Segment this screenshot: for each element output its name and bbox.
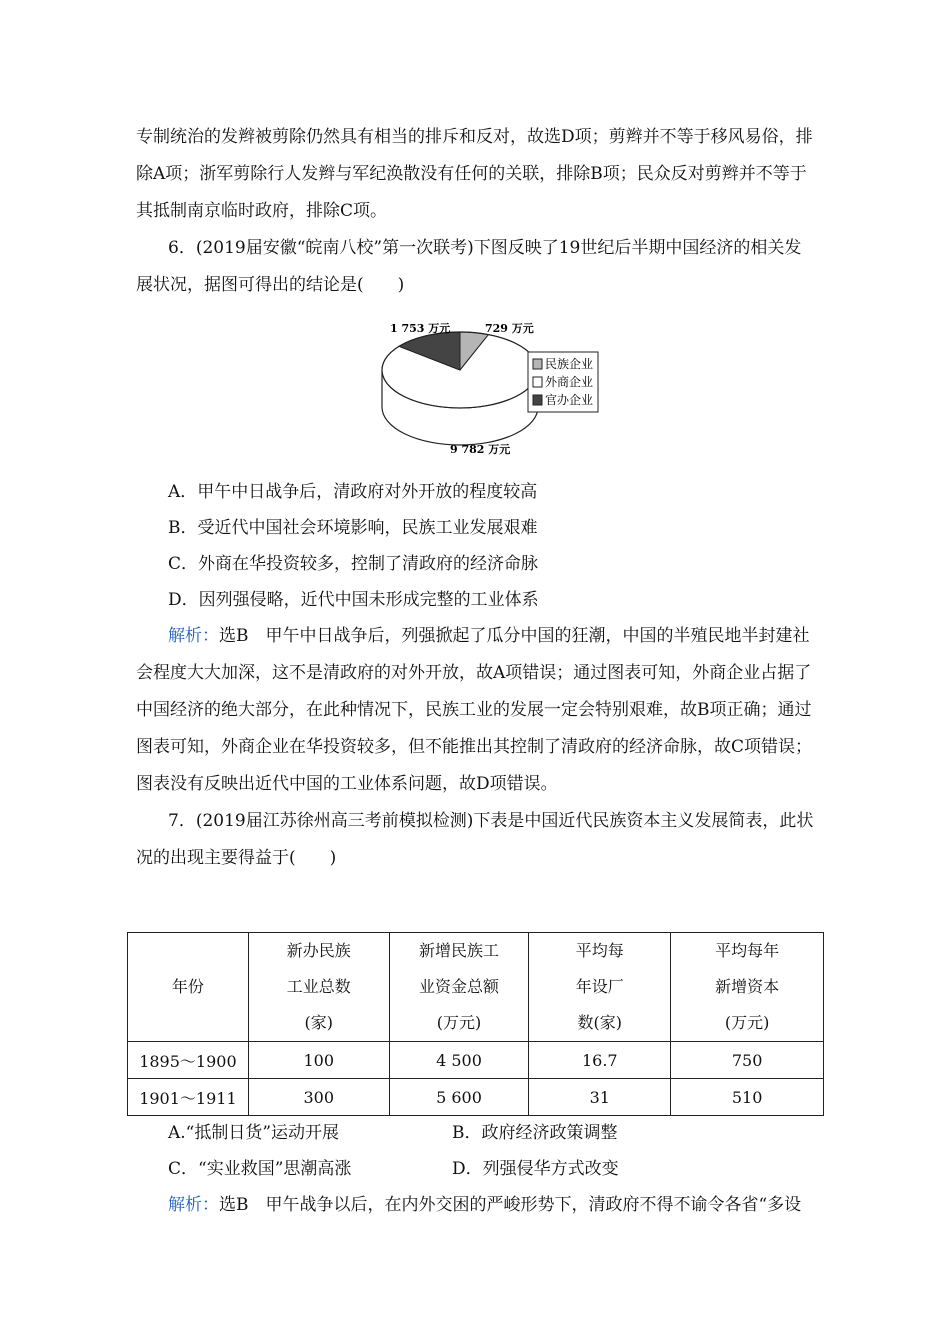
- table-cell: 4 500: [389, 1042, 529, 1079]
- label-guanban-value: 1 753 万元: [390, 322, 451, 335]
- q6-stem-line: 展状况，据图可得出的结论是( ): [136, 275, 405, 295]
- q7-stem-line: 况的出现主要得益于( ): [136, 848, 337, 868]
- legend-swatch: [533, 395, 542, 405]
- table-cell: 300: [248, 1079, 389, 1116]
- legend-label: 民族企业: [545, 357, 594, 371]
- table-row: [128, 1079, 824, 1116]
- table-cell: 5 600: [389, 1079, 529, 1116]
- legend-label: 外商企业: [545, 375, 594, 389]
- q7-option: B．政府经济政策调整: [452, 1123, 618, 1143]
- q7-analysis-line: [168, 1195, 801, 1215]
- q7-option: D．列强侵华方式改变: [452, 1159, 619, 1179]
- q7-option: C．“实业救国”思潮高涨: [168, 1159, 352, 1179]
- q6-analysis-line: [168, 626, 810, 646]
- analysis-label: 解析：: [168, 1195, 219, 1215]
- q6-analysis-line: 图表可知，外商企业在华投资较多，但不能推出其控制了清政府的经济命脉，故C项错误；: [136, 737, 813, 757]
- q6-option: B．受近代中国社会环境影响，民族工业发展艰难: [168, 518, 538, 538]
- analysis-text: 选B 甲午中日战争后，列强掀起了瓜分中国的狂潮，中国的半殖民地半封建社: [219, 626, 810, 646]
- q7-table: [127, 932, 824, 1116]
- table-header-row: [128, 933, 824, 1042]
- legend-swatch: [533, 359, 542, 369]
- table-cell: 100: [248, 1042, 389, 1079]
- intro-line: 其抵制南京临时政府，排除C项。: [136, 201, 388, 221]
- legend-label: 官办企业: [545, 393, 594, 407]
- table-cell: 31: [529, 1079, 671, 1116]
- analysis-text: 选B 甲午战争以后，在内外交困的严峻形势下，清政府不得不谕令各省“多设: [219, 1195, 802, 1215]
- table-row: [128, 1042, 824, 1079]
- q6-analysis-line: 图表没有反映出近代中国的工业体系问题，故D项错误。: [136, 774, 558, 794]
- q6-analysis-line: 中国经济的绝大部分，在此种情况下，民族工业的发展一定会特别艰难，故B项正确；通过: [136, 700, 812, 720]
- q6-option: A．甲午中日战争后，清政府对外开放的程度较高: [168, 482, 538, 502]
- header-cell: 年份: [128, 933, 249, 1042]
- table-cell: 1901～1911: [128, 1079, 249, 1116]
- q7-stem-line: 7．(2019届江苏徐州高三考前模拟检测)下表是中国近代民族资本主义发展简表，此状: [168, 811, 814, 831]
- legend-swatch: [533, 377, 542, 387]
- q6-option: C．外商在华投资较多，控制了清政府的经济命脉: [168, 554, 539, 574]
- header-cell: 新办民族 工业总数 (家): [248, 933, 389, 1042]
- q6-option: D．因列强侵略，近代中国未形成完整的工业体系: [168, 590, 539, 610]
- header-cell: 平均每年 新增资本 (万元): [671, 933, 824, 1042]
- table-cell: 1895～1900: [128, 1042, 249, 1079]
- analysis-label: 解析：: [168, 626, 219, 646]
- table-cell: 510: [671, 1079, 824, 1116]
- q7-option: A.“抵制日货”运动开展: [168, 1123, 340, 1143]
- header-cell: 平均每 年设厂 数(家): [529, 933, 671, 1042]
- intro-line: 专制统治的发辫被剪除仍然具有相当的排斥和反对，故选D项；剪辫并不等于移风易俗，排: [136, 127, 813, 147]
- label-minzu-value: 729 万元: [485, 322, 534, 335]
- q6-pie-chart: [370, 315, 610, 460]
- intro-line: 除A项；浙军剪除行人发辫与军纪涣散没有任何的关联，排除B项；民众反对剪辫并不等于: [136, 164, 807, 184]
- q6-stem-line: 6．(2019届安徽“皖南八校”第一次联考)下图反映了19世纪后半期中国经济的相关发: [168, 238, 802, 258]
- header-cell: 新增民族工 业资金总额 (万元): [389, 933, 529, 1042]
- legend: [533, 356, 593, 407]
- table-cell: 750: [671, 1042, 824, 1079]
- q6-analysis-line: 会程度大大加深，这不是清政府的对外开放，故A项错误；通过图表可知，外商企业占据了: [136, 663, 812, 683]
- label-waishang-value: 9 782 万元: [450, 443, 511, 456]
- table-cell: 16.7: [529, 1042, 671, 1079]
